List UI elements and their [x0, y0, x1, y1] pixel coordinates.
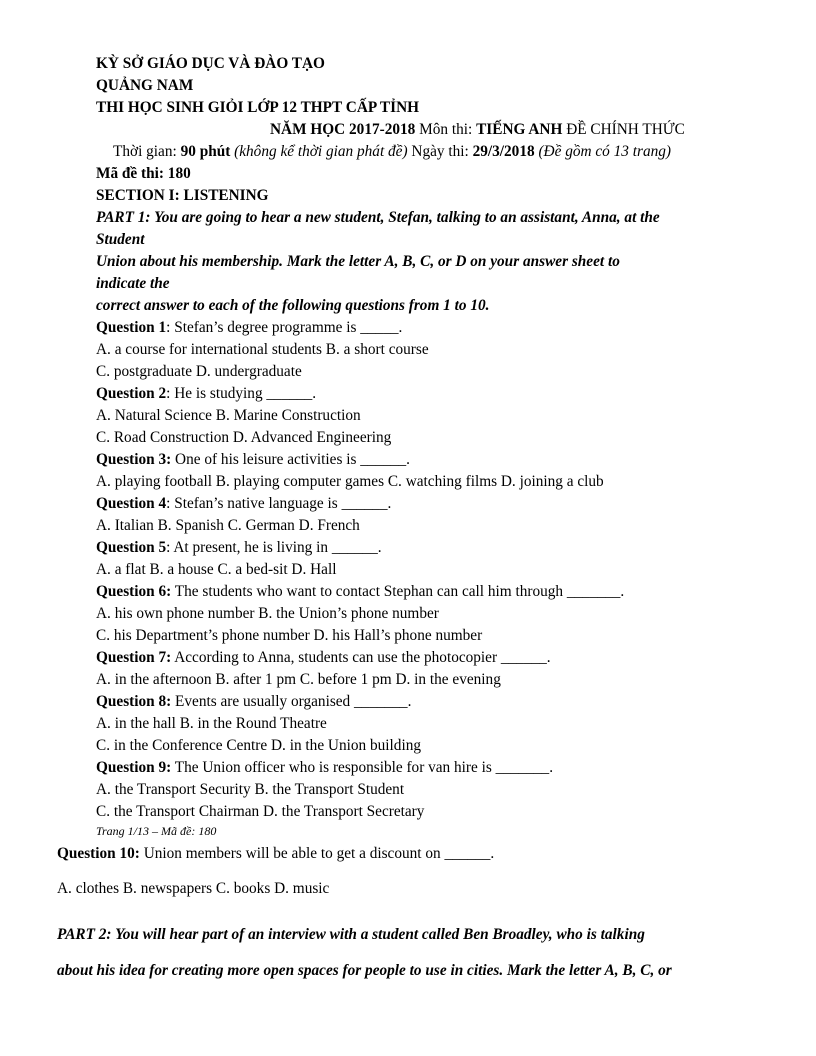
- question-9: [96, 758, 553, 778]
- question-text: The Union officer who is responsible for van hire is _______.: [174, 759, 554, 776]
- question-9-options-b: C. the Transport Chairman D. the Transport Secretary: [96, 803, 425, 820]
- date-prefix: Ngày thi:: [407, 143, 473, 160]
- question-8-options-a: A. in the hall B. in the Round Theatre: [96, 715, 327, 732]
- question-2: [96, 384, 316, 404]
- header-year-subject: [270, 120, 685, 140]
- header-time-date: [113, 142, 671, 162]
- exam-time: 90 phút: [180, 143, 231, 160]
- part1-instruction-3: Union about his membership. Mark the letter A, B, C, or D on your answer sheet to: [96, 253, 620, 270]
- question-6-options-b: C. his Department’s phone number D. his Hall’s phone number: [96, 627, 483, 644]
- question-7: [96, 648, 551, 668]
- question-label: Question 6:: [96, 583, 172, 600]
- question-text: Union members will be able to get a discount on ______.: [139, 845, 495, 862]
- section-title: SECTION I: LISTENING: [96, 187, 269, 204]
- question-sep: :: [166, 495, 175, 512]
- question-6: [96, 582, 624, 602]
- question-1: [96, 318, 402, 338]
- question-1-options-b: C. postgraduate D. undergraduate: [96, 363, 302, 380]
- question-label: Question 4: [96, 495, 167, 512]
- question-3: [96, 450, 410, 470]
- time-prefix: Thời gian:: [113, 143, 181, 160]
- question-sep: :: [166, 385, 175, 402]
- question-4: [96, 494, 391, 514]
- question-9-options-a: A. the Transport Security B. the Transport Student: [96, 781, 405, 798]
- question-text: According to Anna, students can use the photocopier ______.: [174, 649, 551, 666]
- question-text: The students who want to contact Stephan can call him through _______.: [174, 583, 625, 600]
- header-line-1: KỲ SỞ GIÁO DỤC VÀ ĐÀO TẠO: [96, 55, 325, 72]
- question-text: Stefan’s native language is ______.: [174, 495, 392, 512]
- question-text: One of his leisure activities is ______.: [175, 451, 410, 468]
- question-1-options-a: A. a course for international students B. a short course: [96, 341, 429, 358]
- question-7-options: A. in the afternoon B. after 1 pm C. before 1 pm D. in the evening: [96, 671, 501, 688]
- question-label: Question 10:: [57, 845, 140, 862]
- part1-instruction-2: Student: [96, 231, 145, 248]
- question-text: At present, he is living in ______.: [173, 539, 382, 556]
- question-4-options: A. Italian B. Spanish C. German D. French: [96, 517, 360, 534]
- question-10: [57, 844, 494, 864]
- exam-code: Mã đề thi: 180: [96, 165, 191, 182]
- question-2-options-a: A. Natural Science B. Marine Construction: [96, 407, 361, 424]
- subject: TIẾNG ANH: [476, 121, 563, 138]
- school-year: NĂM HỌC 2017-2018: [270, 121, 416, 138]
- question-3-options: A. playing football B. playing computer games C. watching films D. joining a club: [96, 473, 604, 490]
- question-5: [96, 538, 382, 558]
- question-label: Question 7:: [96, 649, 172, 666]
- official-label: ĐỀ CHÍNH THỨC: [562, 121, 685, 138]
- question-sep: :: [166, 539, 174, 556]
- question-2-options-b: C. Road Construction D. Advanced Engineering: [96, 429, 392, 446]
- question-label: Question 3:: [96, 451, 172, 468]
- question-text: Events are usually organised _______.: [175, 693, 412, 710]
- time-note: (không kể thời gian phát đề): [230, 143, 408, 160]
- part1-instruction-4: indicate the: [96, 275, 170, 292]
- part1-instruction-1: PART 1: You are going to hear a new student, Stefan, talking to an assistant, Anna, at the: [96, 209, 660, 226]
- question-label: Question 2: [96, 385, 167, 402]
- page-footer: Trang 1/13 – Mã đề: 180: [96, 824, 217, 838]
- header-line-3: THI HỌC SINH GIỎI LỚP 12 THPT CẤP TỈNH: [96, 99, 420, 116]
- question-8-options-b: C. in the Conference Centre D. in the Union building: [96, 737, 421, 754]
- question-10-options: A. clothes B. newspapers C. books D. music: [57, 880, 330, 897]
- question-text: He is studying ______.: [174, 385, 317, 402]
- part2-instruction-2: about his idea for creating more open spaces for people to use in cities. Mark the letter A, B, C, or: [57, 962, 672, 979]
- question-label: Question 9:: [96, 759, 172, 776]
- question-label: Question 8:: [96, 693, 172, 710]
- exam-date: 29/3/2018: [472, 143, 535, 160]
- pages-note: (Đề gồm có 13 trang): [534, 143, 672, 160]
- question-text: Stefan’s degree programme is _____.: [174, 319, 403, 336]
- question-8: [96, 692, 411, 712]
- question-5-options: A. a flat B. a house C. a bed-sit D. Hall: [96, 561, 337, 578]
- question-6-options-a: A. his own phone number B. the Union’s phone number: [96, 605, 439, 622]
- subject-prefix: Môn thi:: [415, 121, 477, 138]
- question-sep: :: [166, 319, 175, 336]
- header-line-2: QUẢNG NAM: [96, 77, 194, 94]
- question-label: Question 5: [96, 539, 167, 556]
- part1-instruction-5: correct answer to each of the following questions from 1 to 10.: [96, 297, 490, 314]
- question-label: Question 1: [96, 319, 167, 336]
- part2-instruction-1: PART 2: You will hear part of an interview with a student called Ben Broadley, who is talking: [57, 926, 645, 943]
